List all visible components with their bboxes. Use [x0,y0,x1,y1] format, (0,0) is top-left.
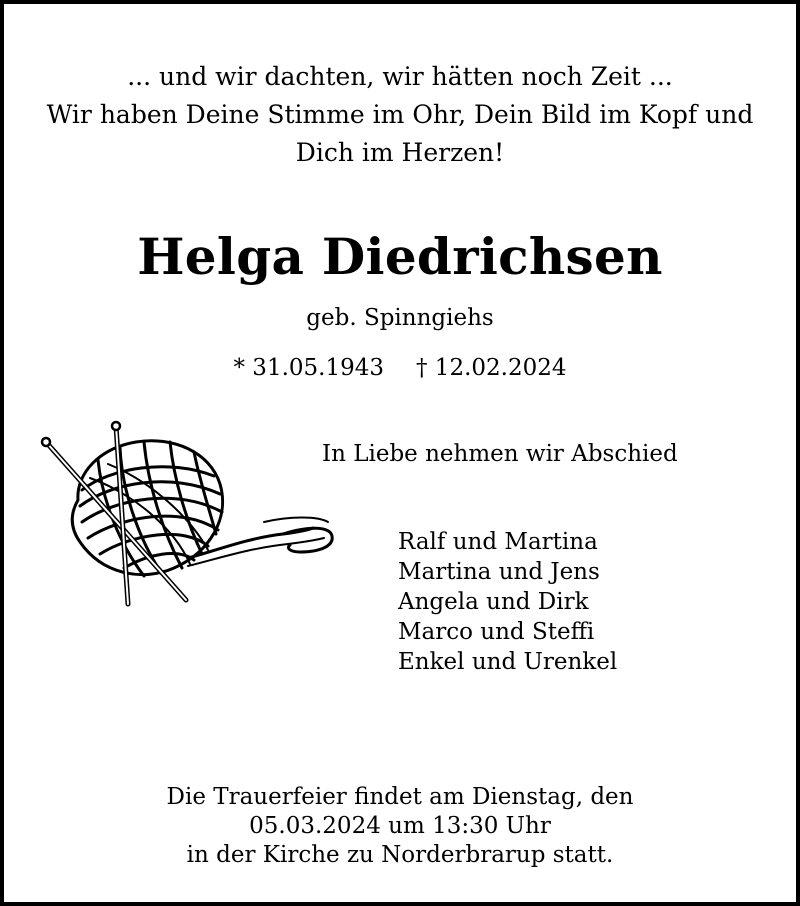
verse-line: Wir haben Deine Stimme im Ohr, Dein Bild im Kopf und [46,100,754,129]
mourner-item: Enkel und Urenkel [398,649,618,675]
mourner-item: Ralf und Martina [398,529,598,555]
verse-line: ... und wir dachten, wir hätten noch Zeit ... [127,62,673,91]
mourners-list [398,527,617,677]
funeral-line: 05.03.2024 um 13:30 Uhr [249,813,551,839]
life-dates [0,350,800,386]
mourner-item: Angela und Dirk [398,589,589,615]
maiden-name: geb. Spinngiehs [306,305,494,331]
mourner-item: Martina und Jens [398,559,600,585]
verse-line: Dich im Herzen! [295,138,505,167]
funeral-line: in der Kirche zu Norderbrarup statt. [186,842,614,868]
funeral-notice [0,783,800,870]
deceased-name: Helga Diedrichsen [137,227,663,286]
yarn-ball-knitting-needles-icon [38,418,338,608]
death-date: † 12.02.2024 [416,355,567,381]
funeral-line: Die Trauerfeier findet am Dienstag, den [166,784,634,810]
mourner-item: Marco und Steffi [398,619,595,645]
birth-date: * 31.05.1943 [233,355,384,381]
farewell-text: In Liebe nehmen wir Abschied [322,441,678,467]
verse [0,58,800,172]
